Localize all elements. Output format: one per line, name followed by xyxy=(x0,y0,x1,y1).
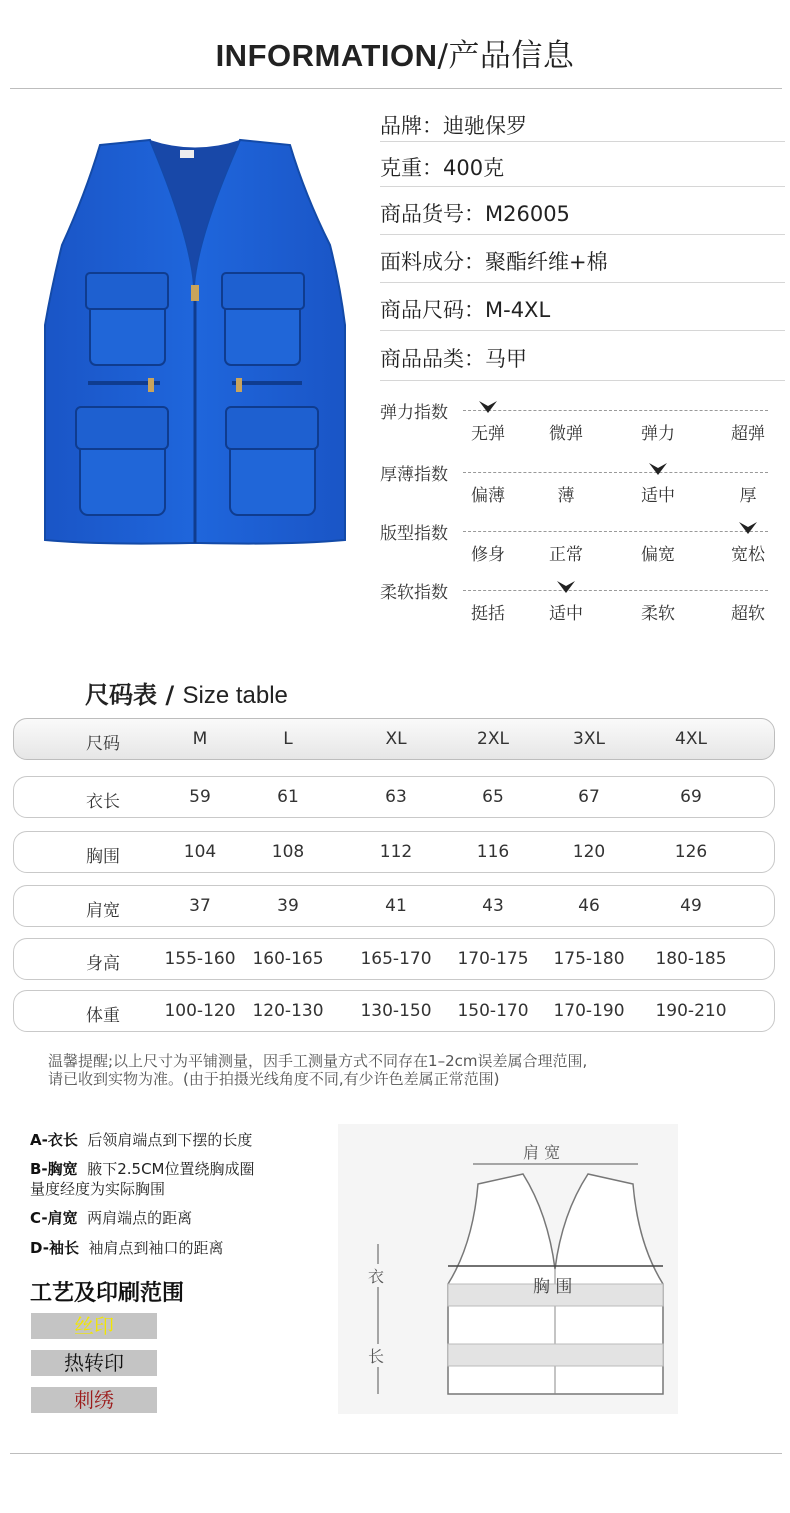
size-header-cell: 2XL xyxy=(477,729,509,749)
craft-heat-transfer: 热转印 xyxy=(31,1350,157,1376)
index-scale-line xyxy=(463,590,768,591)
measure-b: B-胸宽 腋下2.5CM位置绕胸成圈 量度经度为实际胸围 xyxy=(30,1160,255,1198)
size-cell: 150-170 xyxy=(457,1001,529,1021)
size-cell: 63 xyxy=(385,787,407,807)
diagram-length-label: 长 xyxy=(368,1344,384,1367)
size-cell: 108 xyxy=(271,842,305,862)
size-header-cell: 4XL xyxy=(675,729,707,749)
craft-silkscreen: 丝印 xyxy=(31,1313,157,1339)
size-cell: 41 xyxy=(385,896,407,916)
size-cell: 69 xyxy=(680,787,702,807)
size-cell: 120 xyxy=(572,842,606,862)
measurement-diagram xyxy=(338,1124,678,1414)
size-table-title: 尺码表 / Size table xyxy=(85,681,288,709)
size-cell: 104 xyxy=(183,842,217,862)
size-cell: 49 xyxy=(680,896,702,916)
index-option: 偏宽 xyxy=(641,545,675,565)
size-cell: 61 xyxy=(277,787,299,807)
selected-marker-icon xyxy=(738,521,758,535)
info-size: 商品尺码：M-4XL xyxy=(380,298,551,322)
size-header-cell: M xyxy=(192,729,208,749)
index-label: 柔软指数 xyxy=(380,583,448,603)
index-option: 适中 xyxy=(641,486,675,506)
measure-d: D-袖长 袖肩点到袖口的距离 xyxy=(30,1239,224,1257)
note-line: 温馨提醒;以上尺寸为平铺测量，因手工测量方式不同存在1–2cm误差属合理范围, xyxy=(48,1052,588,1070)
measure-a: A-衣长 后领肩端点到下摆的长度 xyxy=(30,1131,253,1149)
craft-embroidery: 刺绣 xyxy=(31,1387,157,1413)
index-option: 无弹 xyxy=(471,424,505,444)
index-option: 适中 xyxy=(549,604,583,624)
index-option: 超软 xyxy=(731,604,765,624)
measure-c: C-肩宽 两肩端点的距离 xyxy=(30,1209,193,1227)
size-header-cell: 尺码 xyxy=(86,734,120,754)
diagram-chest-label: 胸 围 xyxy=(533,1277,573,1297)
info-divider xyxy=(380,282,785,283)
size-header-cell: 3XL xyxy=(573,729,605,749)
size-cell: 39 xyxy=(277,896,299,916)
header-divider xyxy=(10,88,782,89)
info-category: 商品品类：马甲 xyxy=(380,347,527,371)
size-cell: 155-160 xyxy=(164,949,236,969)
craft-title: 工艺及印刷范围 xyxy=(30,1281,185,1306)
index-scale-line xyxy=(463,472,768,473)
index-option: 宽松 xyxy=(731,545,765,565)
size-header-cell: L xyxy=(283,729,293,749)
size-cell: 65 xyxy=(482,787,504,807)
info-weight: 克重：400克 xyxy=(380,156,505,180)
selected-marker-icon xyxy=(648,462,668,476)
size-cell: 180-185 xyxy=(655,949,727,969)
note-line: 请已收到实物为准。(由于拍摄光线角度不同,有少许色差属正常范围) xyxy=(48,1070,500,1088)
index-option: 弹力 xyxy=(641,424,675,444)
size-cell: 胸围 xyxy=(86,847,120,867)
size-cell: 37 xyxy=(189,896,211,916)
size-cell: 160-165 xyxy=(252,949,324,969)
size-cell: 112 xyxy=(379,842,413,862)
index-option: 微弹 xyxy=(549,424,583,444)
index-option: 薄 xyxy=(557,486,575,506)
selected-marker-icon xyxy=(478,400,498,414)
size-cell: 170-190 xyxy=(553,1001,625,1021)
size-note xyxy=(48,1052,587,1088)
size-cell: 100-120 xyxy=(164,1001,236,1021)
info-divider xyxy=(380,380,785,381)
index-option: 厚 xyxy=(739,486,757,506)
size-cell: 体重 xyxy=(86,1006,120,1026)
selected-marker-icon xyxy=(556,580,576,594)
size-cell: 肩宽 xyxy=(86,901,120,921)
index-option: 修身 xyxy=(471,545,505,565)
size-header-cell: XL xyxy=(385,729,407,749)
info-divider xyxy=(380,186,785,187)
index-scale-line xyxy=(463,531,768,532)
product-photo xyxy=(40,135,350,550)
index-label: 厚薄指数 xyxy=(380,465,448,485)
size-cell: 165-170 xyxy=(360,949,432,969)
size-cell: 116 xyxy=(476,842,510,862)
index-option: 超弹 xyxy=(731,424,765,444)
footer-divider xyxy=(10,1453,782,1454)
info-brand: 品牌：迪驰保罗 xyxy=(380,114,527,138)
page-title: INFORMATION/产品信息 xyxy=(215,38,575,74)
size-cell: 59 xyxy=(189,787,211,807)
size-cell: 175-180 xyxy=(553,949,625,969)
size-cell: 170-175 xyxy=(457,949,529,969)
size-cell: 67 xyxy=(578,787,600,807)
size-cell: 190-210 xyxy=(655,1001,727,1021)
info-fabric: 面料成分：聚酯纤维+棉 xyxy=(380,250,608,274)
index-option: 柔软 xyxy=(641,604,675,624)
diagram-length-label: 衣 xyxy=(368,1264,384,1287)
info-divider xyxy=(380,141,785,142)
size-cell: 43 xyxy=(482,896,504,916)
size-cell: 衣长 xyxy=(86,792,120,812)
info-divider xyxy=(380,330,785,331)
index-option: 挺括 xyxy=(471,604,505,624)
size-cell: 130-150 xyxy=(360,1001,432,1021)
index-option: 正常 xyxy=(549,545,583,565)
info-sku: 商品货号：M26005 xyxy=(380,202,570,226)
index-label: 版型指数 xyxy=(380,524,448,544)
size-cell: 120-130 xyxy=(252,1001,324,1021)
size-cell: 126 xyxy=(674,842,708,862)
size-cell: 46 xyxy=(578,896,600,916)
index-scale-line xyxy=(463,410,768,411)
index-label: 弹力指数 xyxy=(380,403,448,423)
diagram-shoulder-label: 肩 宽 xyxy=(523,1143,561,1162)
size-cell: 身高 xyxy=(86,954,120,974)
index-option: 偏薄 xyxy=(471,486,505,506)
info-divider xyxy=(380,234,785,235)
